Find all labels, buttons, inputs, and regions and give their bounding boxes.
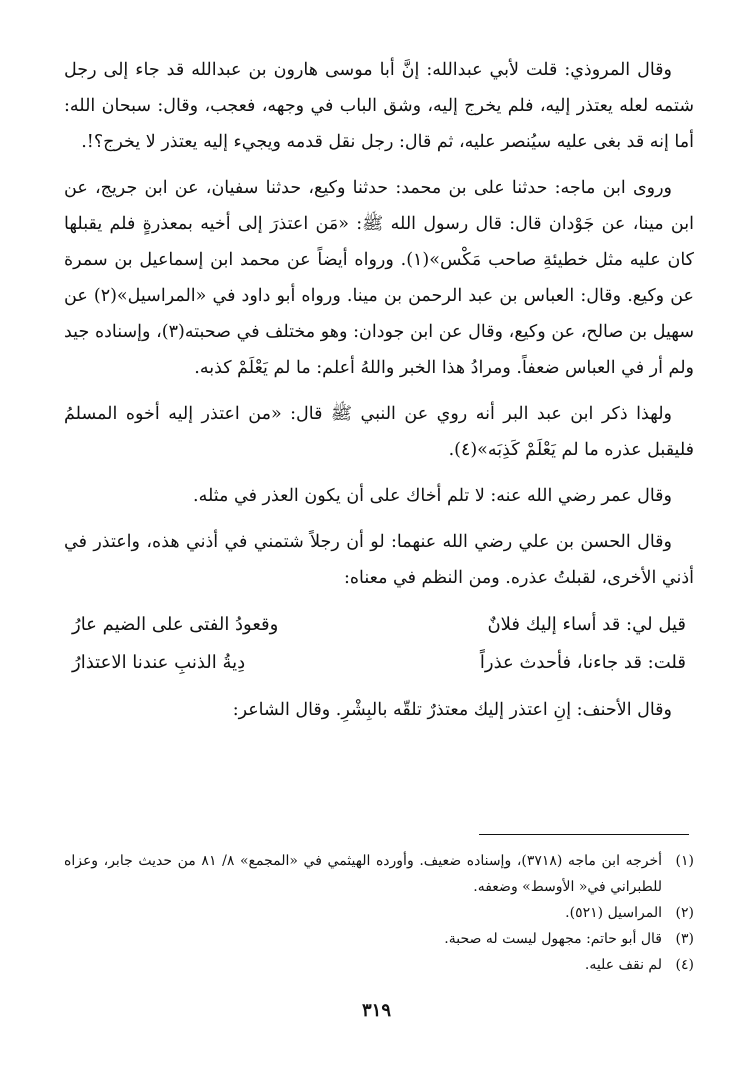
poem [64,606,694,682]
paragraph-ibn-majah: وروى ابن ماجه: حدثنا على بن محمد: حدثنا وكيع، حدثنا سفيان، عن ابن جريج، عن ابن مينا، عن جَوْدان قال: قال رسول الله ﷺ: «مَن اعتذرَ إلى أخيه بمعذرةٍ فلم يقبلها كان عليه مثل خطيئةِ صاحب مَكْس»(١). ورواه أيضاً عن محمد ابن إسماعيل بن سمرة عن وكيع. وقال: العباس بن عبد الرحمن بن مينا. ورواه أبو داود في «المراسيل»(٢) عن سهيل بن صالح، عن وكيع، وقال عن ابن جودان: وهو مختلف في صحبته(٣)، وإسناده جيد ولم أر في العباس ضعفاً. ومرادُ هذا الخبر واللهُ أعلم: ما لم يَعْلَمْ كذبه. [64,178,694,378]
poem-hemistich-first: قلت: قد جاءنا، فأحدث عذراً [479,652,686,673]
main-text [64,52,694,738]
paragraph-ibn-abd-albarr: ولهذا ذكر ابن عبد البر أنه روي عن النبي ﷺ قال: «من اعتذر إليه أخوه المسلمُ فليقبل عذره ما لم يَعْلَمْ كَذِبَه»(٤). [64,404,694,460]
poem-hemistich-second: دِيةُ الذنبِ عندنا الاعتذارُ [72,652,246,673]
poem-verse [72,644,686,682]
paragraph-marwadhi: وقال المروذي: قلت لأبي عبدالله: إنَّ أبا موسى هارون بن عبدالله قد جاء إلى رجل شتمه لعله يعتذر إليه، فلم يخرج إليه، وشق الباب في وجهه، فعجب، وقال: سبحان الله: أما إنه قد بغى عليه سيُنصر عليه، ثم قال: رجل نقل قدمه ويجيء إليه يعتذر لا يخرج؟!. [64,60,694,152]
page-number: ٣١٩ [361,1000,391,1021]
footnote-text: قال أبو حاتم: مجهول ليست له صحبة. [444,931,662,947]
paragraph-hasan: وقال الحسن بن علي رضي الله عنهما: لو أن رجلاً شتمني في أذني هذه، واعتذر في أذني الأخرى، لقبلتُ عذره. ومن النظم في معناه: [64,532,694,588]
footnote-number: (١) [675,853,694,869]
footnote [64,848,694,900]
poem-verse [72,606,686,644]
footnote-number: (٤) [675,957,694,973]
poem-hemistich-first: قيل لي: قد أساء إليك فلانٌ [487,614,686,635]
footnote-separator [479,834,689,835]
footnote-text: المراسيل (٥٢١). [565,905,662,921]
paragraph-ahnaf: وقال الأحنف: إنِ اعتذر إليك معتذرٌ تلقّه بالبِشْرِ. وقال الشاعر: [232,700,672,720]
footnotes [64,848,694,978]
paragraph-umar: وقال عمر رضي الله عنه: لا تلم أخاك على أن يكون العذر في مثله. [193,486,672,506]
footnote [64,900,694,926]
footnote-number: (٣) [675,931,694,947]
footnote [64,952,694,978]
footnote-text: أخرجه ابن ماجه (٣٧١٨)، وإسناده ضعيف. وأورده الهيثمي في «المجمع» ٨/ ٨١ من حديث جابر، وعزاه للطبراني في« الأوسط» وضعفه. [64,853,663,895]
poem-hemistich-second: وقعودُ الفتى على الضيم عارُ [72,614,279,635]
footnote-number: (٢) [675,905,694,921]
footnote [64,926,694,952]
footnote-text: لم نقف عليه. [584,957,662,973]
